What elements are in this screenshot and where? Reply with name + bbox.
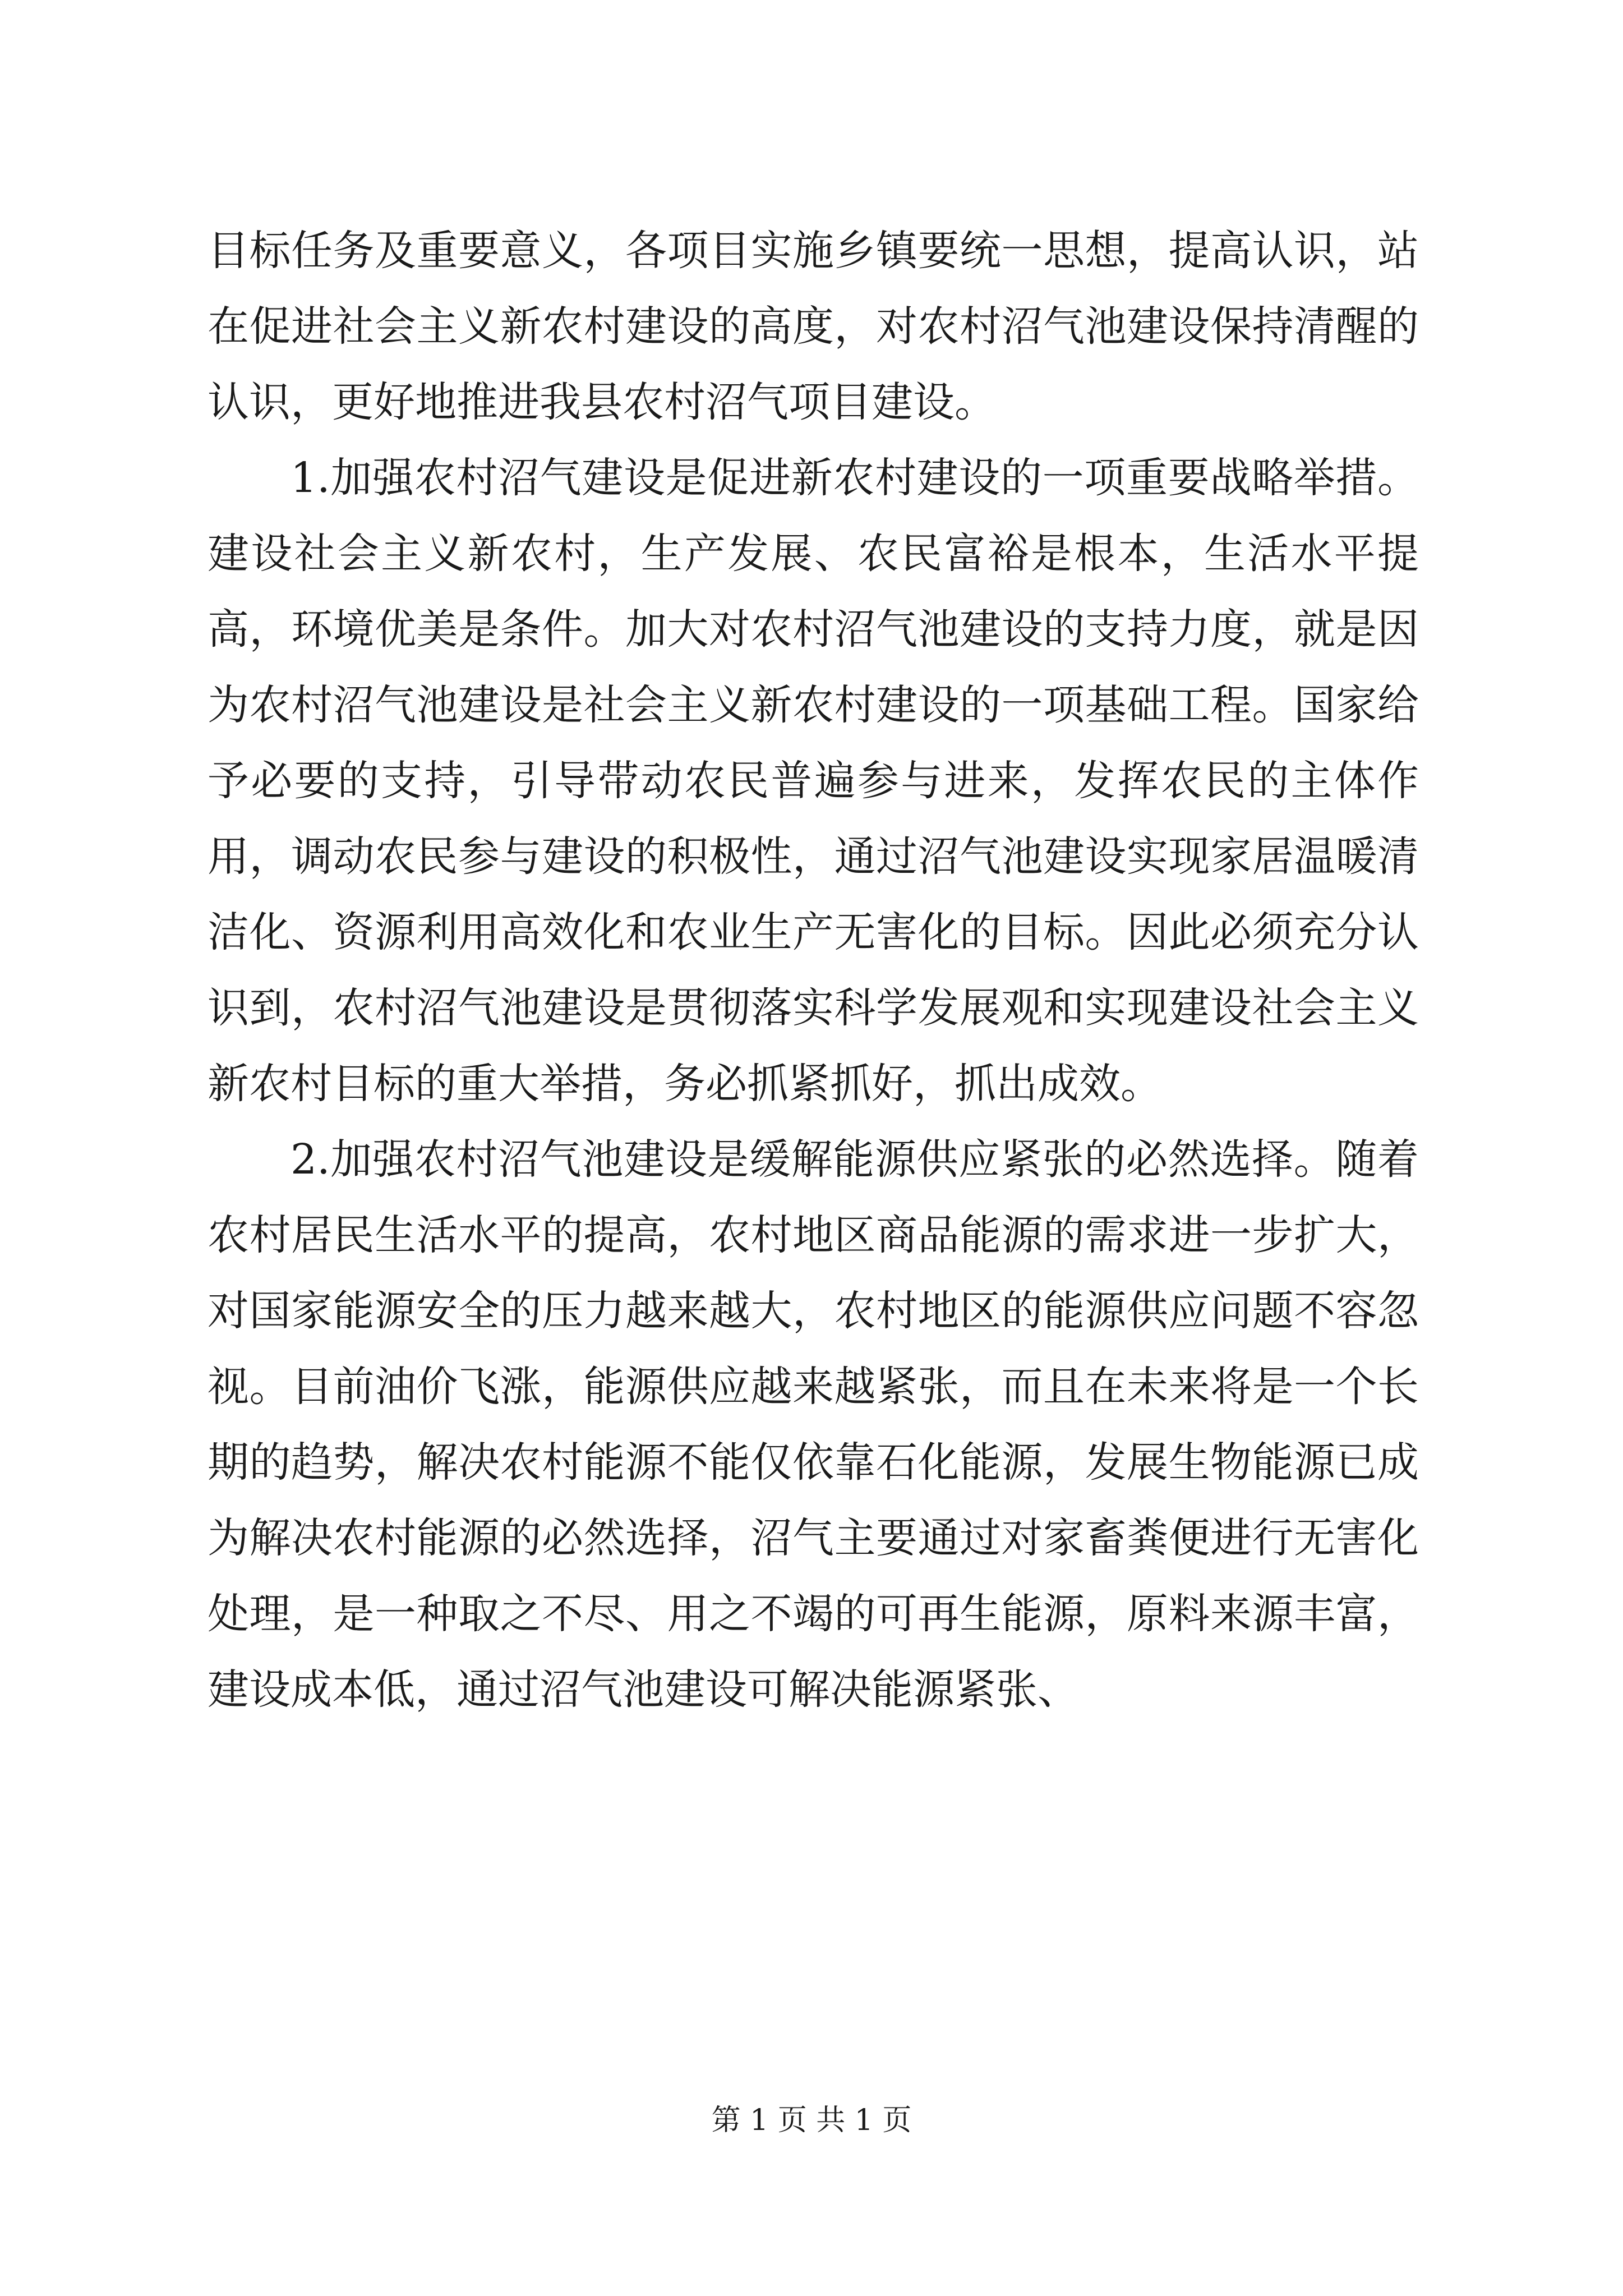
document-body [208, 213, 1419, 1728]
page-number-label: 第 1 页 共 1 页 [711, 2104, 912, 2137]
paragraph-intro: 目标任务及重要意义，各项目实施乡镇要统一思想，提高认识，站在促进社会主义新农村建设的高度，对农村沼气池建设保持清醒的认识，更好地推进我县农村沼气项目建设。 [208, 227, 1419, 426]
page-footer [0, 2101, 1623, 2140]
paragraph-point-2: 2.加强农村沼气池建设是缓解能源供应紧张的必然选择。随着农村居民生活水平的提高，农村地区商品能源的需求进一步扩大，对国家能源安全的压力越来越大，农村地区的能源供应问题不容忽视。目前油价飞涨，能源供应越来越紧张，而且在未来将是一个长期的趋势，解决农村能源不能仅依靠石化能源，发展生物能源已成为解决农村能源的必然选择，沼气主要通过对家畜粪便进行无害化处理，是一种取之不尽、用之不竭的可再生能源，原料来源丰富，建设成本低，通过沼气池建设可解决能源紧张、 [208, 1135, 1419, 1714]
paragraph-point-1: 1.加强农村沼气建设是促进新农村建设的一项重要战略举措。建设社会主义新农村，生产发展、农民富裕是根本，生活水平提高，环境优美是条件。加大对农村沼气池建设的支持力度，就是因为农村沼气池建设是社会主义新农村建设的一项基础工程。国家给予必要的支持，引导带动农民普遍参与进来，发挥农民的主体作用，调动农民参与建设的积极性，通过沼气池建设实现家居温暖清洁化、资源利用高效化和农业生产无害化的目标。因此必须充分认识到，农村沼气池建设是贯彻落实科学发展观和实现建设社会主义新农村目标的重大举措，务必抓紧抓好，抓出成效。 [208, 454, 1419, 1108]
